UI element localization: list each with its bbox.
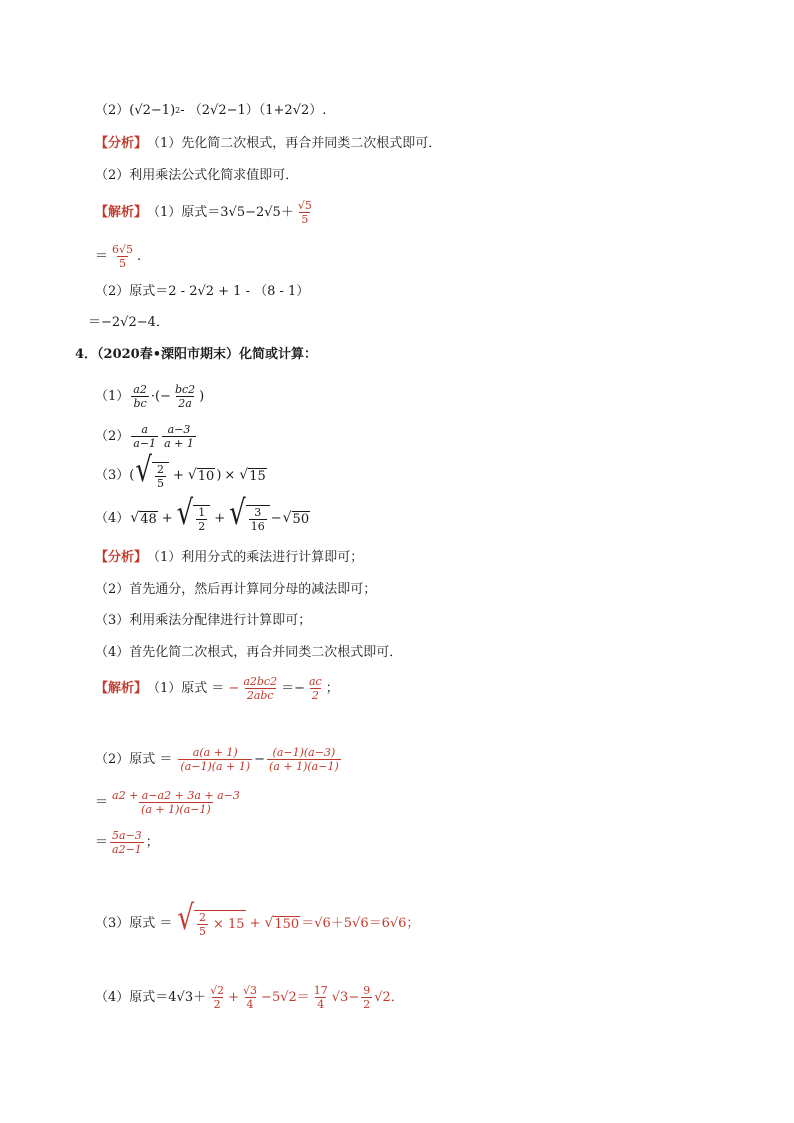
denominator: 5: [198, 925, 206, 938]
radical: √ $\frac{2}{5}$: [135, 462, 169, 489]
solution-text: ＝−2√2−4．: [88, 315, 169, 330]
fraction: [178, 747, 252, 772]
label: （3）: [95, 468, 130, 483]
question-title: 4．（2020春•溧阳市期末）化简或计算：: [75, 347, 318, 362]
analysis-text: （2）首先通分，然后再计算同分母的减法即可；: [95, 582, 377, 597]
fraction: [110, 830, 144, 855]
fraction: [249, 507, 267, 532]
q3-analysis-1: [95, 137, 441, 150]
q4-analysis-1: [95, 551, 363, 564]
numerator: √3: [243, 984, 258, 997]
paren: (: [129, 468, 135, 483]
fraction: [267, 747, 341, 772]
solution-text: （2）原式＝2 - 2√2 + 1 - （8 - 1）: [95, 284, 310, 299]
fraction: [241, 676, 279, 701]
q4-item-3: [95, 451, 268, 491]
analysis-text: （1）利用分式的乘法进行计算即可；: [147, 550, 364, 565]
analysis-tag: 【分析】: [95, 550, 148, 565]
equals: ＝: [95, 835, 109, 850]
analysis-text: （4）首先化简二次根式，再合并同类二次根式即可．: [95, 645, 403, 660]
denominator: (a + 1)(a−1): [269, 760, 339, 773]
radical: √ 48: [130, 510, 157, 527]
fraction: [208, 985, 226, 1010]
equals: ＝−: [281, 681, 305, 696]
numerator: 2: [156, 463, 164, 476]
q3-solution-2: [95, 244, 141, 269]
operator: ×: [224, 468, 236, 483]
numerator: a2 + a−a2 + 3a + a−3: [112, 789, 240, 802]
q4-analysis-2: [95, 583, 376, 596]
q3-solution-1: [95, 200, 316, 225]
fraction: [196, 507, 207, 532]
fraction: [241, 985, 259, 1010]
q4-solution-2b: [95, 790, 244, 815]
expr: ＝√6＋5√6＝6√6；: [301, 916, 420, 931]
fraction: [197, 912, 208, 937]
numerator: 5a−3: [112, 829, 142, 842]
radical: √ $\frac{3}{16}$: [229, 505, 270, 532]
punctuation: ；: [145, 835, 159, 850]
expr: −5√2＝: [261, 990, 310, 1005]
radical: √ 10: [187, 467, 215, 484]
q4-solution-3: [95, 899, 420, 939]
solution-text: （1）原式＝3√5−2√5＋: [147, 205, 294, 220]
numerator: 1: [198, 506, 206, 519]
q4-item-4: [95, 494, 311, 534]
q4-item-1: [95, 384, 204, 409]
q3-part2: （2） (√2−1) 2 - （2√2−1）（1+2√2）.: [95, 103, 327, 118]
solution-text: （4）原式＝4√3＋: [95, 990, 207, 1005]
fraction: [162, 424, 196, 449]
denominator: 5: [156, 477, 164, 490]
operator: −: [270, 511, 282, 526]
numerator: a2: [133, 383, 147, 396]
fraction: [131, 424, 158, 449]
numerator: √5: [297, 199, 312, 212]
q4-solution-4: [95, 985, 404, 1010]
numerator: 6√5: [112, 243, 134, 256]
numerator: 3: [254, 506, 262, 519]
numerator: 17: [313, 984, 328, 997]
operator: −: [254, 752, 266, 767]
radical: √ 15: [239, 467, 266, 484]
radical: √ 150: [264, 915, 300, 932]
radicand: 150: [274, 917, 300, 932]
analysis-text: （1）先化简二次根式，再合并同类二次根式即可．: [147, 136, 442, 151]
fraction: [296, 200, 314, 225]
solution-tag: 【解析】: [95, 205, 148, 220]
denominator: 2: [198, 520, 206, 533]
label: （4）: [95, 511, 130, 526]
period: .: [137, 249, 142, 264]
analysis-text: （2）利用乘法公式化简求值即可．: [95, 168, 299, 183]
radical: √ $\frac{2}{5}$ × 15: [177, 899, 245, 939]
numerator: 2: [198, 911, 206, 924]
fraction: [131, 384, 149, 409]
punctuation: ；: [325, 681, 339, 696]
operator: +: [249, 916, 261, 931]
radicand: 48: [140, 512, 157, 527]
denominator: 5: [119, 257, 127, 270]
fraction: [361, 985, 372, 1010]
numerator: a: [141, 423, 148, 436]
expr: × 15: [212, 917, 245, 932]
numerator: a2bc2: [243, 675, 278, 688]
denominator: 5: [301, 213, 309, 226]
q3-solution-3: [95, 285, 309, 298]
denominator: 16: [250, 520, 265, 533]
q4-analysis-4: [95, 646, 402, 659]
q4-analysis-3: [95, 614, 311, 627]
label: （2）: [95, 429, 130, 444]
fraction: [312, 985, 330, 1010]
fraction: [307, 676, 324, 701]
q3-solution-4: [88, 316, 169, 329]
radicand: 10: [197, 469, 215, 484]
operator: +: [172, 468, 184, 483]
paren: ): [199, 389, 205, 404]
q3-analysis-2: [95, 169, 298, 182]
operator: +: [214, 511, 226, 526]
solution-text: （3）原式 ＝: [95, 916, 173, 931]
q4-solution-1: 【解析】 （1）原式 ＝ − $\frac{a2bc2}{\text{2abc}}$ ＝− $\frac{ac}{2}$ ；: [95, 675, 339, 702]
solution-text: （2）原式 ＝: [95, 752, 173, 767]
fraction: [173, 384, 197, 409]
denominator: 2: [363, 998, 371, 1011]
label: （2）: [95, 103, 130, 118]
denominator: 2abc: [246, 689, 274, 702]
numerator: a−3: [167, 423, 191, 436]
question-header: [75, 348, 317, 361]
solution-text: （1）原式 ＝: [147, 681, 225, 696]
denominator: 2a: [178, 397, 192, 410]
expr: √2．: [374, 990, 404, 1005]
expr: - （2√2−1）（1+2√2）.: [180, 103, 327, 118]
fraction: [110, 244, 135, 269]
q4-solution-2c: [95, 830, 159, 855]
denominator: a + 1: [164, 437, 194, 450]
analysis-tag: 【分析】: [95, 136, 148, 151]
denominator: 4: [246, 998, 254, 1011]
numerator: 9: [363, 984, 371, 997]
numerator: (a−1)(a−3): [272, 746, 336, 759]
fraction: [110, 790, 242, 815]
radical: √ $\frac{1}{2}$: [177, 505, 211, 532]
expr: (√2−1): [129, 103, 176, 118]
operator: +: [161, 511, 173, 526]
analysis-text: （3）利用乘法分配律进行计算即可；: [95, 613, 312, 628]
q4-solution-2: [95, 747, 343, 772]
denominator: a2−1: [112, 843, 142, 856]
radicand: 50: [292, 512, 310, 527]
denominator: 2: [213, 998, 221, 1011]
denominator: 4: [317, 998, 325, 1011]
denominator: (a−1)(a + 1): [180, 760, 251, 773]
numerator: ac: [309, 675, 322, 688]
expr: √3−: [331, 990, 360, 1005]
equals: ＝: [95, 795, 109, 810]
denominator: (a + 1)(a−1): [141, 803, 211, 816]
radical: √ 50: [282, 510, 310, 527]
operator: ·(−: [150, 389, 171, 404]
fraction: [155, 464, 166, 489]
denominator: 2: [311, 689, 319, 702]
operator: +: [228, 990, 240, 1005]
denominator: a−1: [133, 437, 157, 450]
denominator: bc: [133, 397, 147, 410]
numerator: bc2: [174, 383, 196, 396]
solution-tag: 【解析】: [95, 681, 148, 696]
paren: ): [216, 468, 222, 483]
equals: ＝: [95, 249, 109, 264]
numerator: a(a + 1): [192, 746, 238, 759]
radicand: 15: [249, 469, 266, 484]
label: （1）: [95, 389, 130, 404]
numerator: √2: [210, 984, 225, 997]
q4-item-2: [95, 424, 198, 449]
